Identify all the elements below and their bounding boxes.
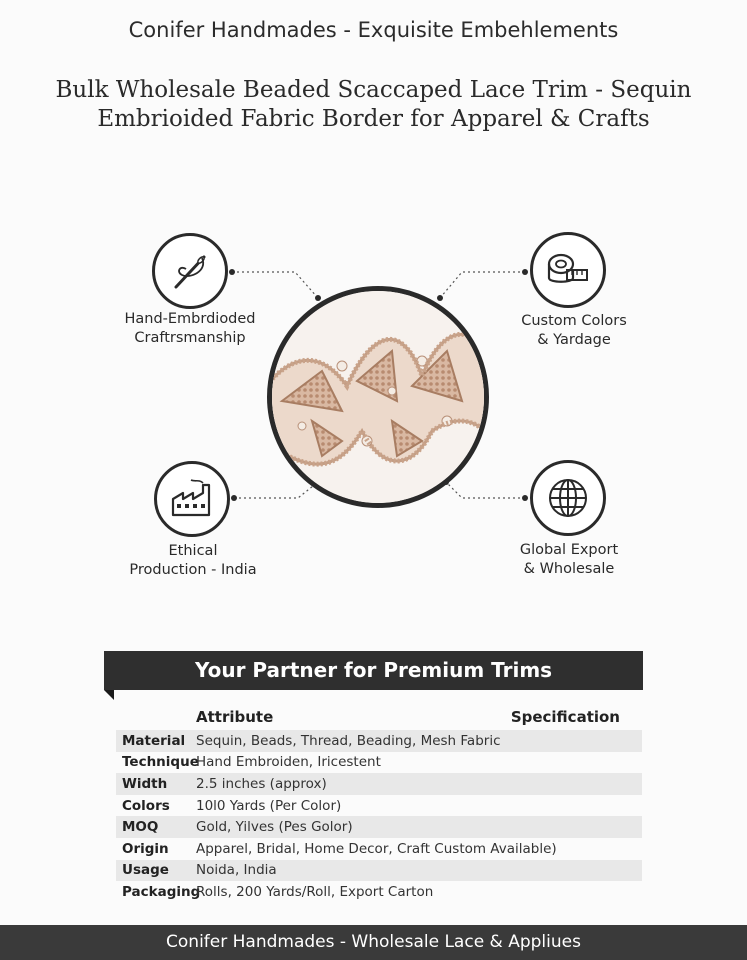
footer-bar: Conifer Handmades - Wholesale Lace & Appliues — [0, 925, 747, 960]
feature-label-custom: Custom Colors & Yardage — [521, 313, 627, 348]
row-key: Packaging — [122, 883, 201, 900]
needle-thread-icon — [152, 233, 228, 309]
feature-label-embroidery: Hand-Embrdioded Craftrsmanship — [124, 311, 256, 346]
lace-trim-image — [267, 286, 489, 508]
row-value: Rolls, 200 Yards/Roll, Export Carton — [196, 883, 434, 900]
table-row — [116, 795, 642, 817]
connector-bottom-left — [234, 482, 318, 498]
row-key: MOQ — [122, 819, 159, 836]
connector-bottom-right — [446, 482, 525, 498]
table-row — [116, 860, 642, 882]
table-row — [116, 816, 642, 838]
page-title — [40, 76, 707, 134]
row-value: Hand Embroiden, Iricestent — [196, 754, 381, 771]
table-row — [116, 838, 642, 860]
connector-top-right — [440, 272, 525, 298]
row-key: Origin — [122, 840, 169, 857]
row-value: Noida, India — [196, 862, 277, 879]
spec-table-header — [116, 708, 642, 730]
table-row — [116, 881, 642, 903]
table-row — [116, 730, 642, 752]
spec-table — [116, 730, 642, 903]
table-row — [116, 752, 642, 774]
measuring-tape-icon — [530, 232, 606, 308]
connector-top-left — [232, 272, 318, 298]
title-line-1: Bulk Wholesale Beaded Scaccaped Lace Trim - Sequin — [55, 77, 692, 103]
row-value: Gold, Yilves (Pes Golor) — [196, 819, 353, 836]
feature-label-global: Global Export & Wholesale — [519, 542, 619, 577]
row-key: Technique — [122, 754, 199, 771]
row-value: 2.5 inches (approx) — [196, 775, 327, 792]
row-value: Sequin, Beads, Thread, Beading, Mesh Fabric — [196, 732, 501, 749]
column-header-attribute: Attribute — [196, 708, 274, 726]
title-line-2: Embrioided Fabric Border for Apparel & Crafts — [97, 106, 650, 132]
banner-fold — [104, 690, 114, 700]
row-key: Material — [122, 732, 186, 749]
row-value: 10l0 Yards (Per Color) — [196, 797, 342, 814]
column-header-specification: Specification — [510, 708, 620, 726]
feature-label-ethical: Ethical Production - India — [129, 543, 257, 578]
row-key: Width — [122, 775, 168, 792]
brand-header: Conifer Handmades - Exquisite Embehlements — [128, 18, 619, 42]
row-value: Apparel, Bridal, Home Decor, Craft Custom Available) — [196, 840, 557, 857]
feature-diagram — [0, 220, 747, 600]
row-key: Usage — [122, 862, 169, 879]
globe-icon — [530, 460, 606, 536]
table-row — [116, 773, 642, 795]
row-key: Colors — [122, 797, 170, 814]
partner-banner: Your Partner for Premium Trims — [104, 651, 643, 690]
factory-icon — [154, 461, 230, 537]
